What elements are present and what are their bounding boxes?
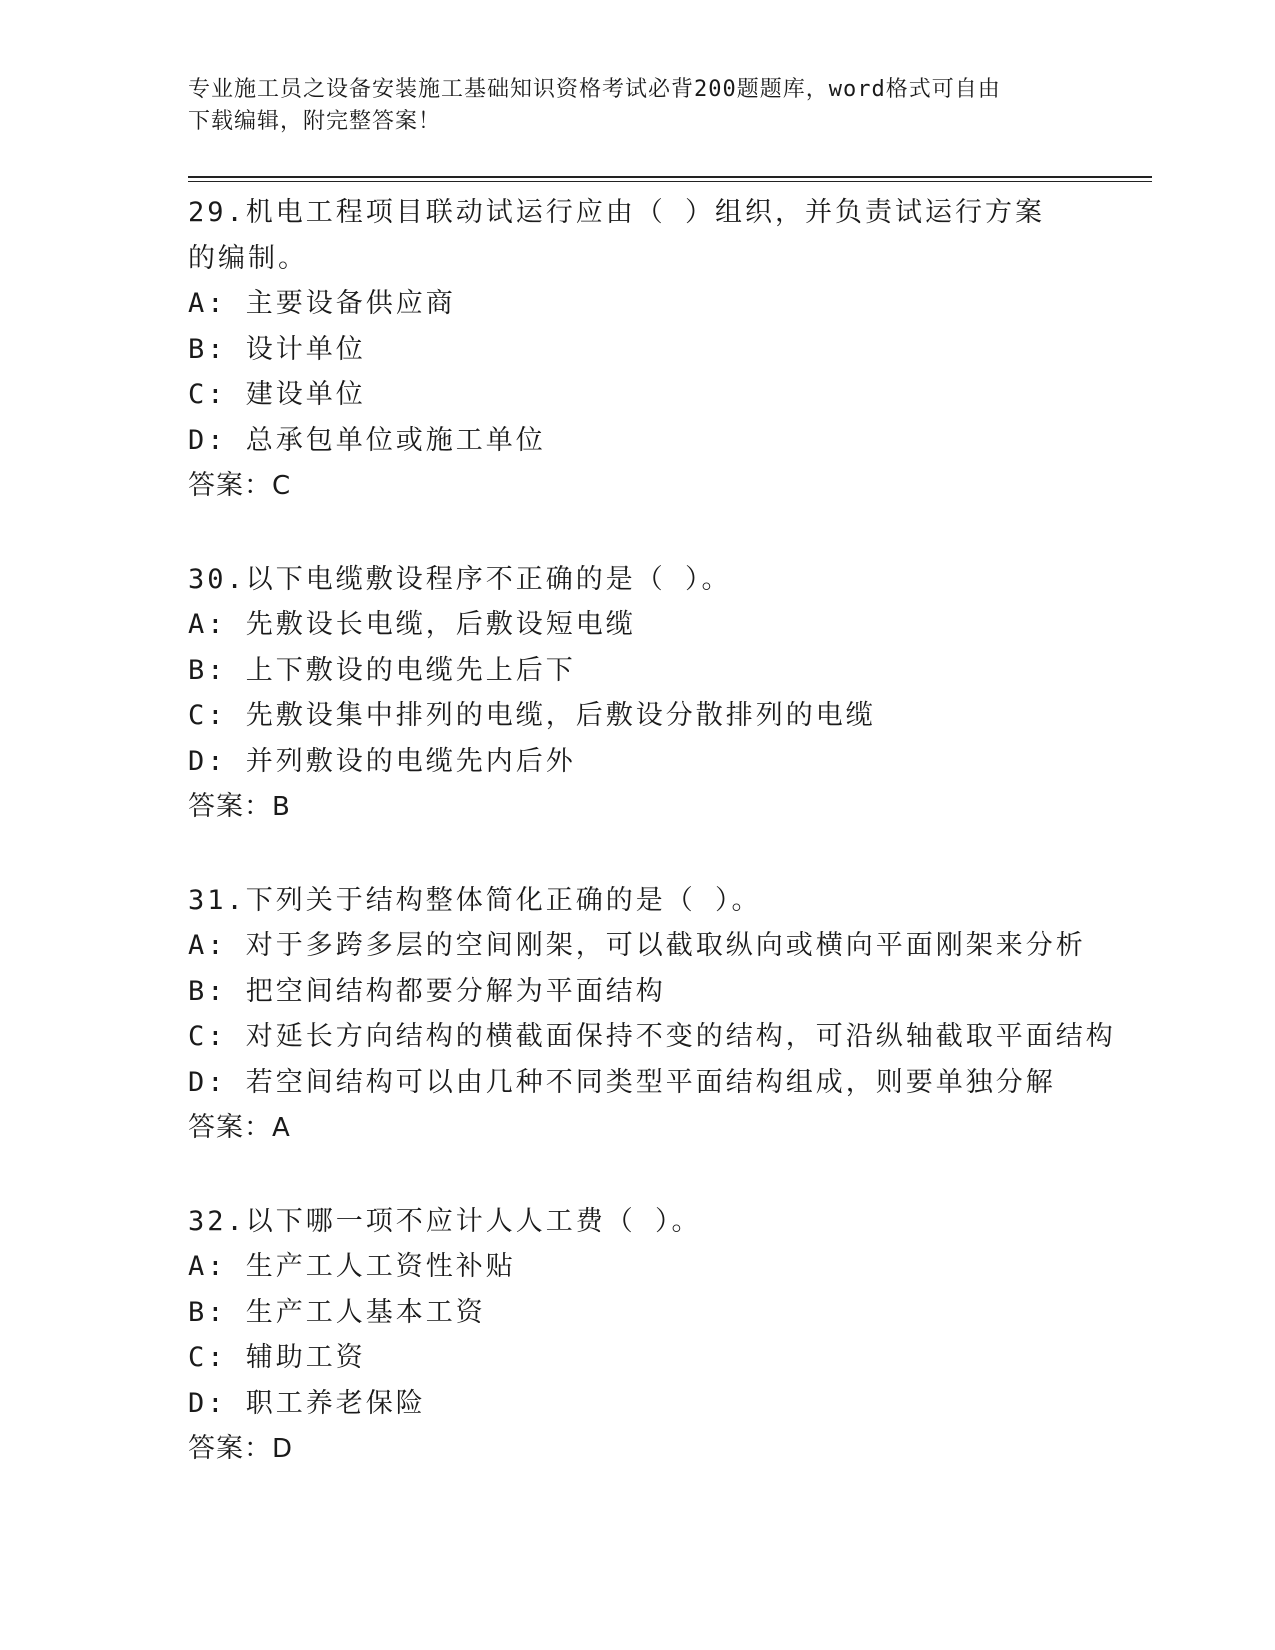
option-c: C: 先敷设集中排列的电缆，后敷设分散排列的电缆 xyxy=(188,700,876,731)
question-29 xyxy=(188,190,1088,510)
option-c: C: 建设单位 xyxy=(188,379,366,410)
option-a: A: 对于多跨多层的空间刚架，可以截取纵向或横向平面刚架来分析 xyxy=(188,930,1086,961)
question-stem: 29.机电工程项目联动试运行应由（ ）组织，并负责试运行方案的编制。 xyxy=(188,197,1046,274)
answer-value: C xyxy=(272,471,292,501)
option-b: B: 上下敷设的电缆先上后下 xyxy=(188,654,576,686)
answer-value: A xyxy=(272,1113,291,1143)
answer-line xyxy=(188,1426,1088,1473)
option-d: D: 职工养老保险 xyxy=(188,1387,426,1419)
answer-line xyxy=(188,784,1088,831)
answer-label: 答案： xyxy=(188,1433,272,1464)
answer-label: 答案： xyxy=(188,1112,272,1143)
option-d: D: 若空间结构可以由几种不同类型平面结构组成，则要单独分解 xyxy=(188,1066,1056,1098)
question-stem: 31.下列关于结构整体简化正确的是（ ）。 xyxy=(188,884,762,916)
answer-label: 答案： xyxy=(188,791,272,822)
question-32 xyxy=(188,1199,1088,1473)
option-c: C: 辅助工资 xyxy=(188,1342,366,1373)
header-line-2: 下载编辑，附完整答案！ xyxy=(188,109,442,134)
option-b: B: 生产工人基本工资 xyxy=(188,1296,486,1328)
document-header xyxy=(188,74,1088,138)
option-a: A: 主要设备供应商 xyxy=(188,288,456,319)
question-stem: 30.以下电缆敷设程序不正确的是（ ）。 xyxy=(188,563,732,595)
answer-line xyxy=(188,1105,1088,1152)
option-a: A: 先敷设长电缆，后敷设短电缆 xyxy=(188,609,636,640)
answer-value: D xyxy=(272,1434,294,1464)
answer-label: 答案： xyxy=(188,470,272,501)
option-b: B: 把空间结构都要分解为平面结构 xyxy=(188,975,666,1007)
option-d: D: 并列敷设的电缆先内后外 xyxy=(188,745,576,777)
question-31 xyxy=(188,878,1116,1152)
answer-value: B xyxy=(272,792,291,822)
option-c: C: 对延长方向结构的横截面保持不变的结构，可沿纵轴截取平面结构 xyxy=(188,1021,1116,1052)
question-stem: 32.以下哪一项不应计人人工费（ ）。 xyxy=(188,1205,702,1237)
option-b: B: 设计单位 xyxy=(188,333,366,365)
option-a: A: 生产工人工资性补贴 xyxy=(188,1251,516,1282)
question-30 xyxy=(188,557,1088,831)
header-divider-thick xyxy=(188,176,1152,178)
header-divider-thin xyxy=(188,181,1152,182)
question-list xyxy=(188,190,1116,1520)
header-line-1: 专业施工员之设备安装施工基础知识资格考试必背200题题库，word格式可自由 xyxy=(188,77,1001,102)
answer-line xyxy=(188,463,1088,510)
option-d: D: 总承包单位或施工单位 xyxy=(188,424,546,456)
